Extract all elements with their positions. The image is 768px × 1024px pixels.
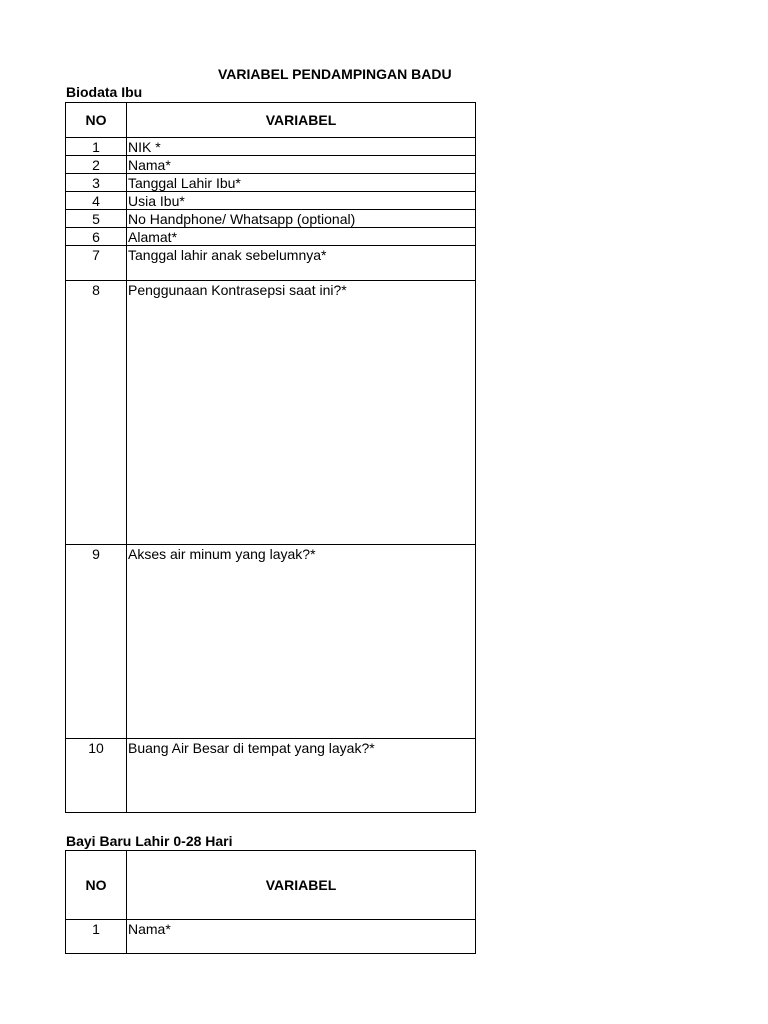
table-row bbox=[66, 281, 476, 545]
row-variable: Akses air minum yang layak?* bbox=[127, 545, 476, 739]
row-number: 1 bbox=[66, 920, 127, 954]
bayi-baru-lahir-table bbox=[65, 850, 476, 954]
row-number: 10 bbox=[66, 739, 127, 813]
row-variable: Alamat* bbox=[127, 228, 476, 246]
table-row bbox=[66, 739, 476, 813]
column-header-variabel: VARIABEL bbox=[127, 103, 476, 138]
table-row bbox=[66, 156, 476, 174]
row-number: 4 bbox=[66, 192, 127, 210]
row-number: 2 bbox=[66, 156, 127, 174]
row-number: 1 bbox=[66, 138, 127, 156]
column-header-no: NO bbox=[66, 851, 127, 920]
row-variable: Usia Ibu* bbox=[127, 192, 476, 210]
row-variable: Tanggal Lahir Ibu* bbox=[127, 174, 476, 192]
row-number: 6 bbox=[66, 228, 127, 246]
row-number: 3 bbox=[66, 174, 127, 192]
row-variable: Buang Air Besar di tempat yang layak?* bbox=[127, 739, 476, 813]
row-variable: Tanggal lahir anak sebelumnya* bbox=[127, 246, 476, 281]
row-variable: Penggunaan Kontrasepsi saat ini?* bbox=[127, 281, 476, 545]
row-number: 8 bbox=[66, 281, 127, 545]
table-row bbox=[66, 174, 476, 192]
table-row bbox=[66, 192, 476, 210]
row-number: 9 bbox=[66, 545, 127, 739]
row-number: 5 bbox=[66, 210, 127, 228]
table-row bbox=[66, 210, 476, 228]
row-number: 7 bbox=[66, 246, 127, 281]
row-variable: NIK * bbox=[127, 138, 476, 156]
page-title: VARIABEL PENDAMPINGAN BADU bbox=[218, 66, 452, 82]
table-row bbox=[66, 228, 476, 246]
biodata-ibu-table bbox=[65, 102, 476, 813]
section-label-biodata-ibu: Biodata Ibu bbox=[66, 84, 143, 100]
table-row bbox=[66, 920, 476, 954]
row-variable: Nama* bbox=[127, 156, 476, 174]
column-header-variabel: VARIABEL bbox=[127, 851, 476, 920]
row-variable: Nama* bbox=[127, 920, 476, 954]
table-header-row bbox=[66, 103, 476, 138]
table-row bbox=[66, 545, 476, 739]
table-row bbox=[66, 246, 476, 281]
column-header-no: NO bbox=[66, 103, 127, 138]
section-label-bayi-baru-lahir: Bayi Baru Lahir 0-28 Hari bbox=[66, 833, 233, 849]
table-header-row bbox=[66, 851, 476, 920]
row-variable: No Handphone/ Whatsapp (optional) bbox=[127, 210, 476, 228]
table-row bbox=[66, 138, 476, 156]
